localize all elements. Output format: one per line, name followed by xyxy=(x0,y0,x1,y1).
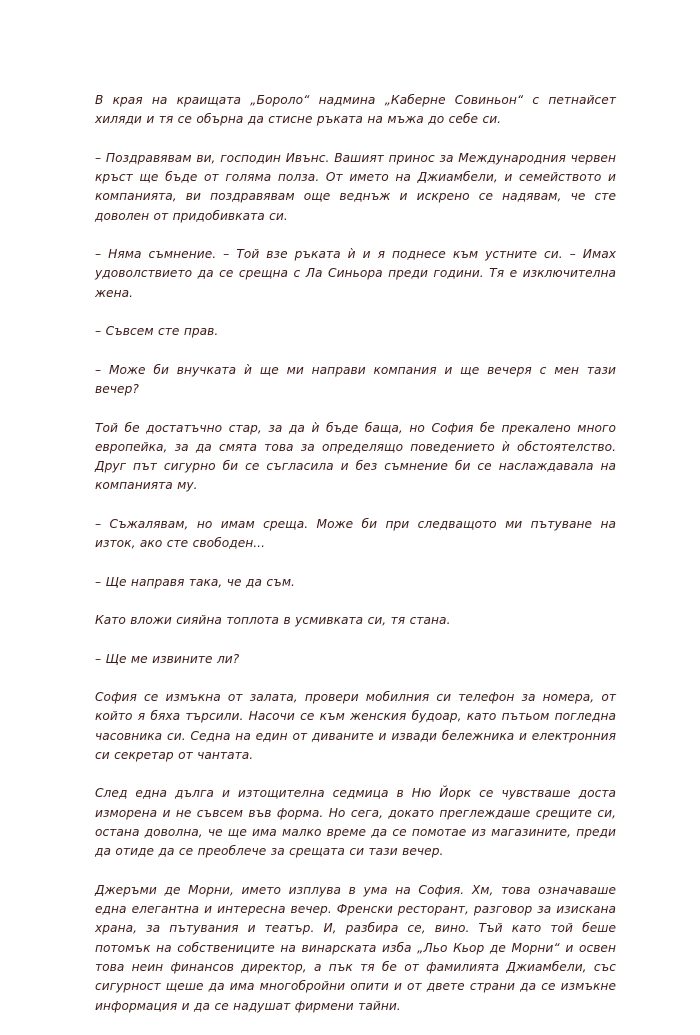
paragraph: – Съвсем сте прав. xyxy=(95,324,219,339)
paragraph: Той бе достатъчно стар, за да ѝ бъде баща, но София бе прекалено много европейка, за да смята това за определящо поведението ѝ обстоятелство. Друг път сигурно би се съгласила и без съмнение би се наслаждавала на компанията му. xyxy=(95,420,616,493)
paragraph: В края на краищата „Бороло“ надмина „Каберне Совиньон“ с петнайсет хиляди и тя се обърна да стисне ръката на мъжа до себе си. xyxy=(95,93,616,127)
paragraph: – Няма съмнение. – Той взе ръката ѝ и я поднесе към устните си. – Имах удоволствието да се срещна с Ла Синьора преди години. Тя е изключителна жена. xyxy=(95,247,616,300)
paragraph: София се измъкна от залата, провери мобилния си телефон за номера, от който я бяха търсили. Насочи се към женския будоар, като пътьом погледна часовника си. Седна на един от диваните и извади бележника и електронния си секретар от чантата. xyxy=(95,690,616,762)
paragraph: – Поздравявам ви, господин Ивънс. Вашият принос за Международния червен кръст ще бъде от голяма полза. От името на Джиамбели, и семейството и компанията, ви поздравявам още веднъж и искрено се надявам, че сте доволен от придобивката си. xyxy=(95,150,616,223)
paragraph: След една дълга и изтощителна седмица в Ню Йорк се чувстваше доста изморена и не съвсем във форма. Но сега, докато преглеждаше срещите си, остана доволна, че ще има малко време да се помотае из магазините, преди да отиде да се преоблече за срещата си тази вечер. xyxy=(95,786,616,859)
paragraph: – Може би внучката ѝ ще ми направи компания и ще вечеря с мен тази вечер? xyxy=(95,362,616,397)
paragraph: – Ще направя така, че да съм. xyxy=(95,574,295,589)
paragraph: Като вложи сияйна топлота в усмивката си, тя стана. xyxy=(95,613,451,628)
paragraph: – Ще ме извините ли? xyxy=(95,651,240,666)
document-page xyxy=(95,91,616,1035)
paragraph: – Съжалявам, но имам среща. Може би при следващото ми пътуване на изток, ако сте свободен... xyxy=(95,516,616,551)
paragraph: Джеръми де Морни, името изплува в ума на София. Хм, това означаваше една елегантна и интересна вечер. Френски ресторант, разговор за изискана храна, за пътувания и театър. И, разбира се, вино. Тъй като той беше потомък на собствениците на винарската изба „Льо Кьор де Морни“ и освен това неин финансов директор, а пък тя бе от фамилията Джиамбели, със сигурност щеше да има многобройни опити и от двете страни да се измъкне информация и да се надушат фирмени тайни. xyxy=(95,882,616,1013)
